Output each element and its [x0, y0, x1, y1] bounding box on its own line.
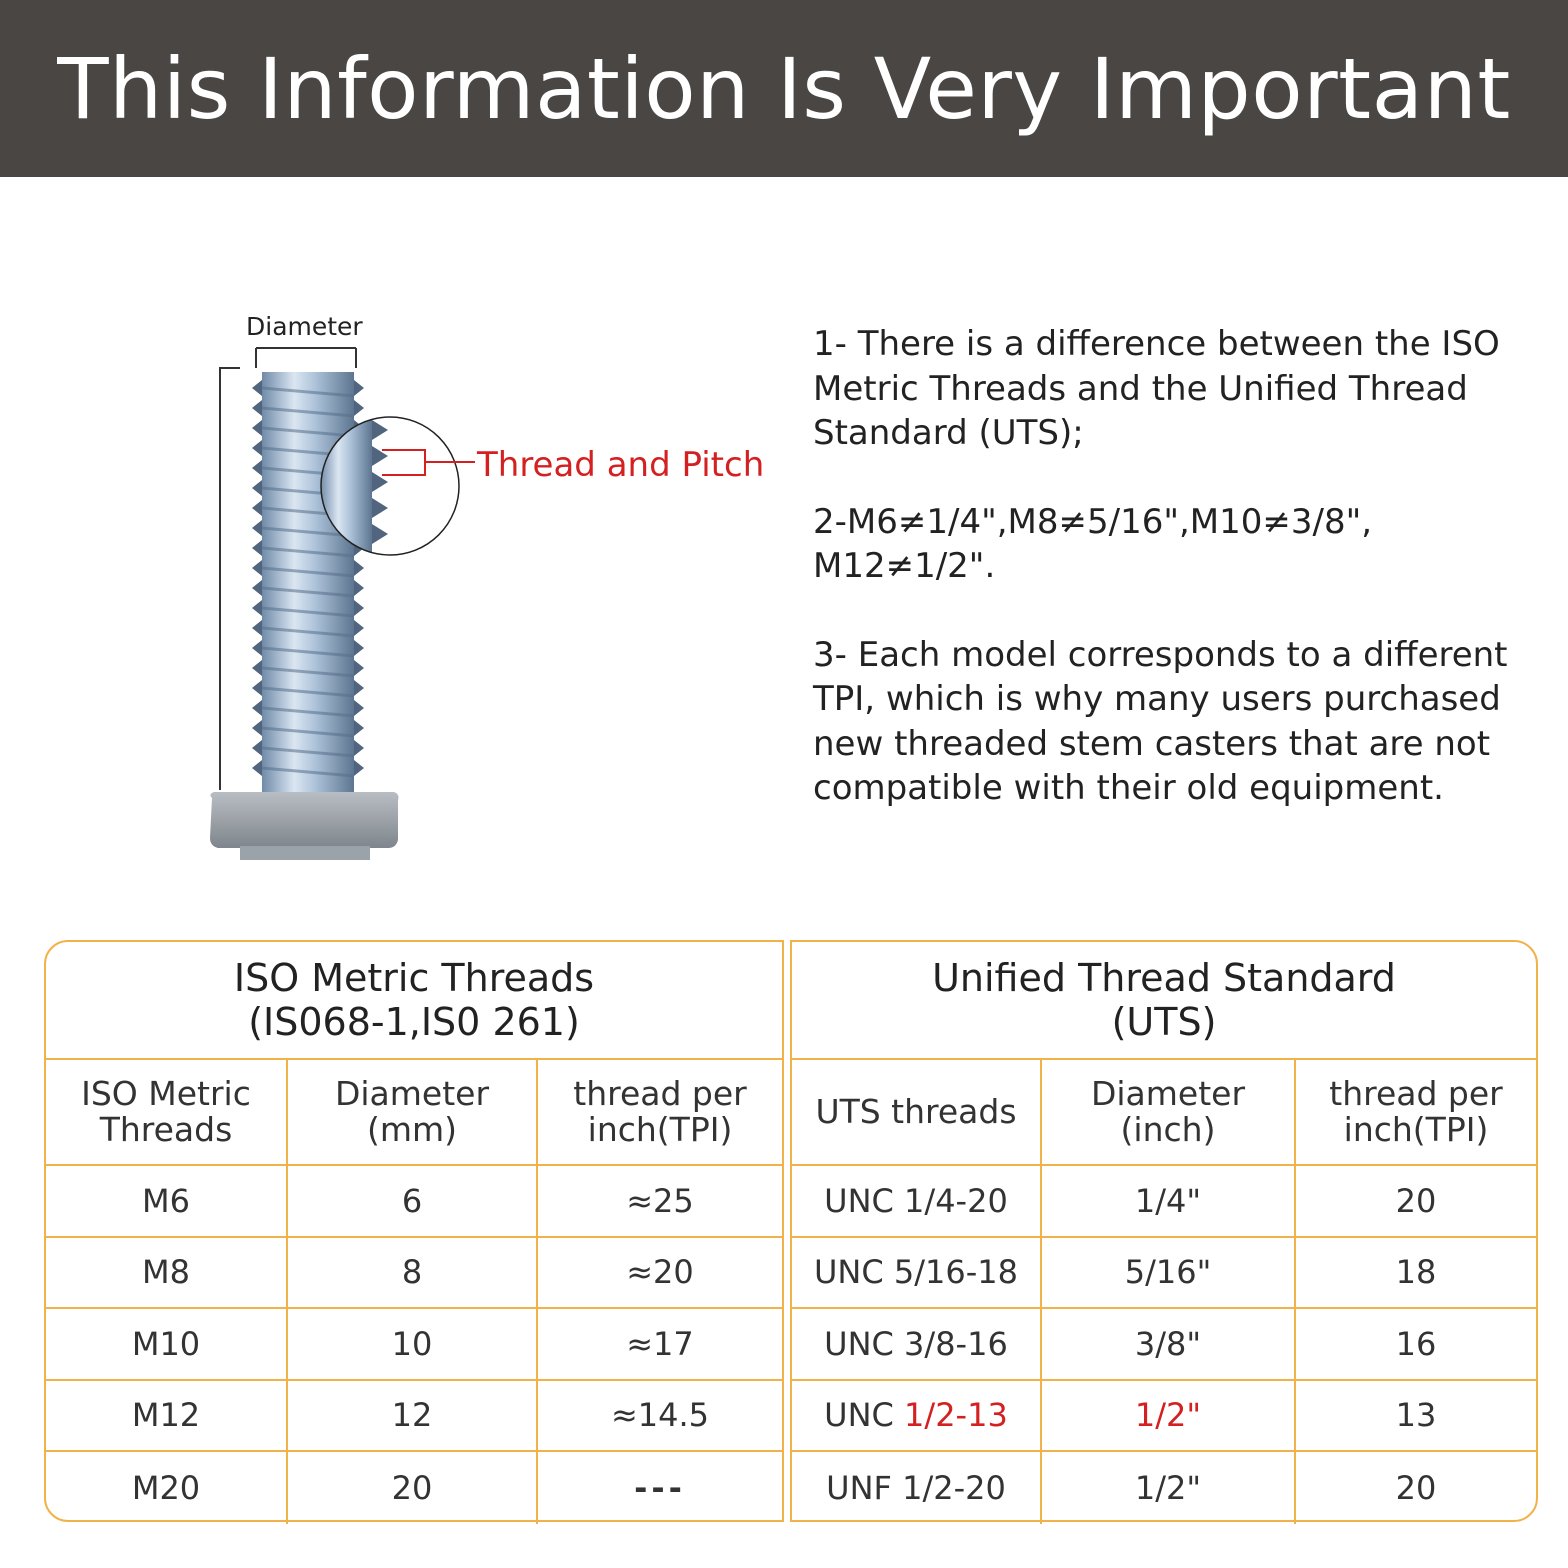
note-item: 1- There is a difference between the ISO Metric Threads and the Unified Thread Standard (UTS);: [813, 324, 1500, 453]
uts-table-title: Unified Thread Standard: [932, 956, 1396, 1000]
table-cell: 18: [1395, 1253, 1437, 1292]
thread-pitch-label: Thread and Pitch: [477, 445, 765, 485]
table-cell: 16: [1395, 1324, 1437, 1363]
table-row: [792, 1452, 1536, 1524]
table-cell: M8: [46, 1238, 288, 1308]
table-row: [46, 1452, 782, 1524]
table-cell: UNC 5/16-18: [792, 1238, 1042, 1308]
table-cell: M12: [46, 1381, 288, 1451]
table-cell: 5/16": [1042, 1238, 1296, 1308]
table-cell: 12: [288, 1381, 538, 1451]
table-header-row: [46, 1060, 782, 1166]
table-cell: [792, 1381, 1042, 1451]
column-header: Diameter (inch): [1042, 1060, 1296, 1164]
diameter-label: Diameter: [246, 312, 363, 341]
table-cell: M20: [46, 1452, 288, 1524]
table-row: [46, 1166, 782, 1238]
note-item: 3- Each model corresponds to a different TPI, which is why many users purchased new threaded stem casters that are not compatible with their old equipment.: [813, 634, 1508, 808]
table-cell: ---: [634, 1468, 686, 1507]
notes-block: [813, 322, 1513, 855]
iso-table-heading: [46, 942, 782, 1060]
table-cell: 10: [288, 1309, 538, 1379]
table-cell: M10: [46, 1309, 288, 1379]
table-cell: 1/4": [1042, 1166, 1296, 1236]
column-header: ISO Metric Threads: [46, 1060, 288, 1164]
comparison-tables: [44, 940, 1538, 1522]
iso-metric-table: [44, 940, 784, 1522]
uts-table-subtitle: (UTS): [1111, 1000, 1217, 1044]
column-header: Diameter (mm): [288, 1060, 538, 1164]
table-cell: ≈17: [626, 1324, 694, 1363]
iso-table-subtitle: (IS068-1,IS0 261): [248, 1000, 580, 1044]
table-row: [46, 1238, 782, 1310]
table-cell: ≈20: [626, 1253, 694, 1292]
table-row: [46, 1309, 782, 1381]
uts-table: [790, 940, 1538, 1522]
table-cell: 3/8": [1042, 1309, 1296, 1379]
table-cell: 13: [1395, 1396, 1437, 1435]
bolt-illustration: [200, 300, 780, 880]
table-row: [792, 1166, 1536, 1238]
column-header: UTS threads: [792, 1060, 1042, 1164]
highlight-value: 1/2-13: [904, 1396, 1008, 1435]
table-cell: 1/2": [1042, 1381, 1296, 1451]
table-cell: UNF 1/2-20: [792, 1452, 1042, 1524]
column-header: thread per inch(TPI): [1329, 1074, 1503, 1149]
table-cell: UNC 3/8-16: [792, 1309, 1042, 1379]
title-banner: [0, 0, 1568, 177]
table-cell: UNC 1/4-20: [792, 1166, 1042, 1236]
table-row-highlighted: [792, 1381, 1536, 1453]
table-cell: M6: [46, 1166, 288, 1236]
table-row: [792, 1309, 1536, 1381]
table-cell: 8: [288, 1238, 538, 1308]
table-cell: 20: [288, 1452, 538, 1524]
table-cell: 6: [288, 1166, 538, 1236]
table-cell: ≈14.5: [610, 1396, 710, 1435]
note-item: 2-M6≠1/4",M8≠5/16",M10≠3/8", M12≠1/2".: [813, 501, 1373, 586]
column-header: thread per inch(TPI): [573, 1074, 747, 1149]
highlight-prefix: UNC: [824, 1396, 905, 1435]
table-cell: 20: [1395, 1468, 1437, 1507]
table-cell: 1/2": [1042, 1452, 1296, 1524]
table-row: [46, 1381, 782, 1453]
iso-table-title: ISO Metric Threads: [233, 956, 595, 1000]
table-cell: 20: [1395, 1181, 1437, 1220]
table-row: [792, 1238, 1536, 1310]
page-title: This Information Is Very Important: [57, 39, 1511, 138]
table-cell: ≈25: [626, 1181, 694, 1220]
uts-table-heading: [792, 942, 1536, 1060]
table-header-row: [792, 1060, 1536, 1166]
bolt-figure: [200, 300, 780, 880]
